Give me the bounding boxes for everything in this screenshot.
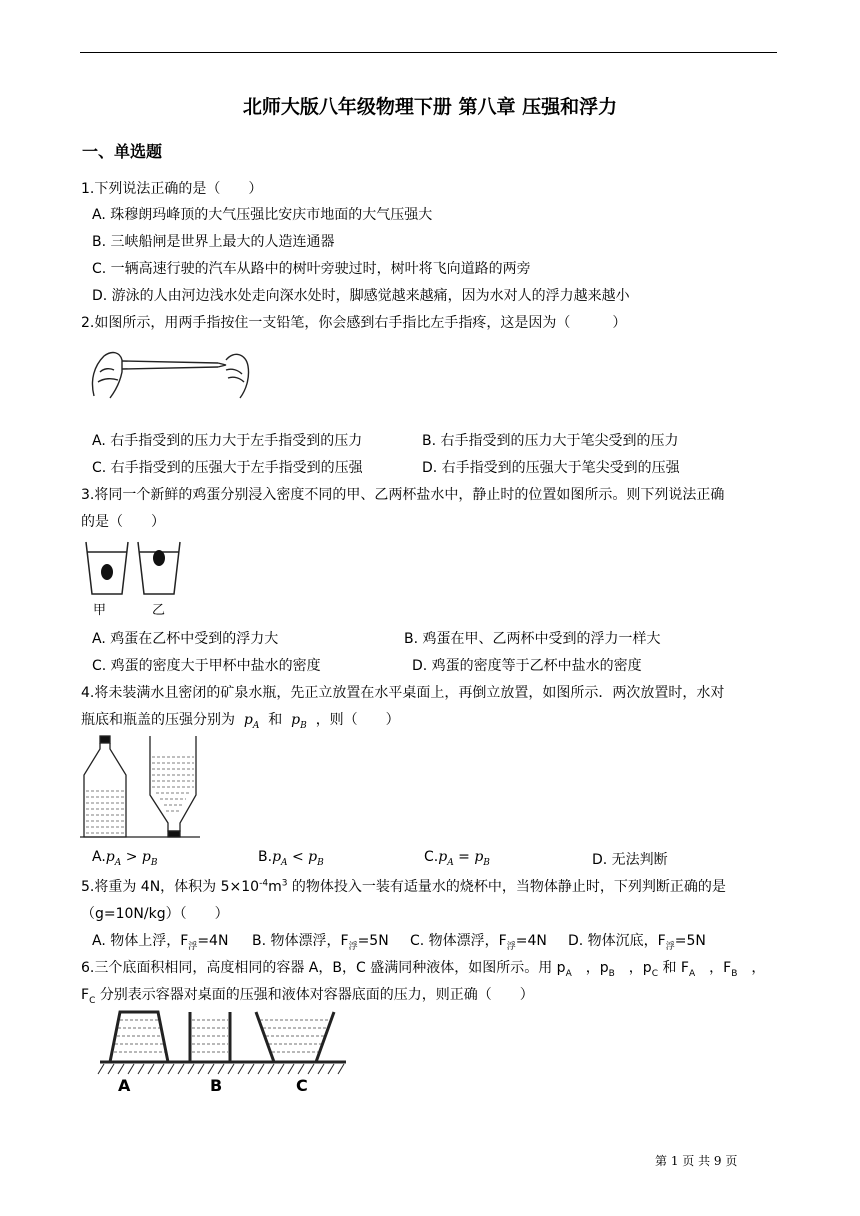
question-3-stem-line1: 3.将同一个新鲜的鸡蛋分别浸入密度不同的甲、乙两杯盐水中，静止时的位置如图所示。则下列说法正确 <box>81 487 725 503</box>
question-5-option-b: B. 物体漂浮，$F_浮=5N$ <box>252 933 389 952</box>
question-2-option-d: D. 右手指受到的压强大于笔尖受到的压强 <box>422 460 680 476</box>
section-heading: 一、单选题 <box>82 142 163 161</box>
question-1-option-d: D. 游泳的人由河边浅水处走向深水处时，脚感觉越来越痛，因为水对人的浮力越来越小 <box>92 288 630 304</box>
symbol-pb: $p_B$ <box>286 712 307 731</box>
question-6-stem-line2: $F_C$ 分别表示容器对桌面的压强和液体对容器底面的压力，则正确（ ） <box>81 987 534 1006</box>
question-2-option-c: C. 右手指受到的压强大于左手指受到的压强 <box>92 460 363 476</box>
question-1-option-b: B. 三峡船闸是世界上最大的人造连通器 <box>92 234 335 250</box>
question-2-option-a: A. 右手指受到的压力大于左手指受到的压力 <box>92 433 363 449</box>
question-5-option-d: D. 物体沉底，$F_浮=5N$ <box>568 933 706 952</box>
question-5-option-a: A. 物体上浮，$F_浮=4N$ <box>92 933 229 952</box>
question-1-option-a: A. 珠穆朗玛峰顶的大气压强比安庆市地面的大气压强大 <box>92 207 433 223</box>
question-5-stem-line2: （g=10N/kg）（ ） <box>81 906 229 922</box>
symbol-pa: $p_A$ <box>239 712 260 731</box>
container-label-c: C <box>296 1076 308 1095</box>
question-3-option-b: B. 鸡蛋在甲、乙两杯中受到的浮力一样大 <box>404 631 661 647</box>
question-3-option-c: C. 鸡蛋的密度大于甲杯中盐水的密度 <box>92 658 321 674</box>
question-2-option-b: B. 右手指受到的压力大于笔尖受到的压力 <box>422 433 679 449</box>
question-1-stem: 1.下列说法正确的是（ ） <box>81 181 263 197</box>
water-bottles-figure <box>80 735 204 841</box>
question-5-option-c: C. 物体漂浮，$F_浮=4N$ <box>410 933 547 952</box>
question-2-stem: 2.如图所示，用两手指按住一支铅笔，你会感到右手指比左手指疼，这是因为（ ） <box>81 315 627 331</box>
question-4-stem-line2: 瓶底和瓶盖的压强分别为 $p_A$ 和 $p_B$ ，则（ ） <box>81 712 400 731</box>
question-4-stem-line1: 4.将未装满水且密闭的矿泉水瓶，先正立放置在水平桌面上，再倒立放置，如图所示．两次放置时，水对 <box>81 685 725 701</box>
page-title: 北师大版八年级物理下册 第八章 压强和浮力 <box>242 96 618 118</box>
question-4-option-b: $B.p_A < p_B$ <box>258 849 324 868</box>
question-5-stem-line1: 5.将重为 4N，体积为 $5\times 10^{-4}m^3$ 的物体投入一装有适量水的烧杯中，当物体静止时，下列判断正确的是 <box>81 878 726 895</box>
question-3-option-d: D. 鸡蛋的密度等于乙杯中盐水的密度 <box>412 658 642 674</box>
question-3-stem-line2: 的是（ ） <box>81 514 165 530</box>
question-4-option-d: D. 无法判断 <box>592 852 668 868</box>
question-3-option-a: A. 鸡蛋在乙杯中受到的浮力大 <box>92 631 279 647</box>
three-containers-figure <box>96 1008 352 1076</box>
page-number: 第 1 页 共 9 页 <box>655 1154 738 1168</box>
question-6-stem-line1: 6.三个底面积相同，高度相同的容器 A，B，C 盛满同种液体，如图所示。用 $p_A$ ，$p_B$ ，$p_C$ 和 $F_A$ ，$F_B$ ， <box>81 960 766 979</box>
question-1-option-c: C. 一辆高速行驶的汽车从路中的树叶旁驶过时，树叶将飞向道路的两旁 <box>92 261 531 277</box>
question-4-option-c: $C.p_A = p_B$ <box>424 849 490 868</box>
container-label-b: B <box>210 1076 223 1095</box>
container-label-a: A <box>118 1076 131 1095</box>
cup-label-yi: 乙 <box>152 603 166 618</box>
header-rule <box>80 52 777 53</box>
pencil-fingers-figure <box>86 342 254 402</box>
question-4-option-a: $A.p_A > p_B$ <box>92 849 158 868</box>
cup-label-jia: 甲 <box>93 603 107 618</box>
